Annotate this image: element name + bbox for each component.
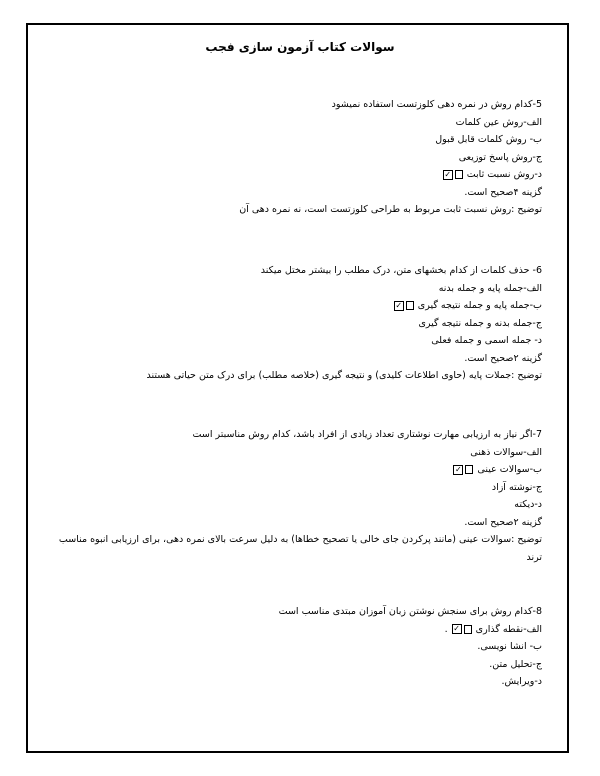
checkbox-checked-icon: ✓ [453,624,460,633]
option: د-ویرایش. [501,676,542,687]
answer: گزینه ۲صحیح است. [464,352,542,364]
option: الف-جمله پایه و جمله بدنه [438,282,542,294]
question-5 [54,96,542,219]
checkbox-checked-icon: ✓ [455,464,462,474]
option-correct: الف-نقطه گذاری ✓ . [444,623,542,635]
option-label: ب-سوالات عینی [477,464,542,475]
empty-box-icon [455,170,463,179]
explanation: توضیح :جملات پایه (حاوی اطلاعات کلیدی) و نتیجه گیری (خلاصه مطلب) برای درک متن حیاتی هستند [146,370,542,381]
checkbox-checked-icon: ✓ [395,300,403,310]
option: ب- انشا نویسی. [477,641,542,652]
option-label: د-روش نسبت ثابت [466,169,542,180]
option: ج-نوشته آزاد [491,481,542,493]
explanation: توضیح :سوالات عینی (مانند پرکردن جای خالی یا تصحیح خطاها) به دلیل سرعت بالای نمره دهی، برای ارزیابی انبوه مناسب ترند [58,534,542,563]
answer: گزینه ۴صحیح است. [464,186,542,198]
option: د-دیکته [514,499,542,510]
question-text: 7-اگر نیاز به ارزیابی مهارت نوشتاری تعداد زیادی از افراد باشد، کدام روش مناسبتر است [192,429,542,440]
option: ب- روش کلمات قابل قبول [435,134,542,145]
question-text: 8-کدام روش برای سنجش نوشتن زبان آموزان مبتدی مناسب است [278,606,542,617]
option-label: ب-جمله پایه و جمله نتیجه گیری [417,300,542,311]
empty-box-icon [406,301,414,310]
option-correct [54,297,542,315]
option: ج-تحلیل متن. [489,658,542,670]
option: ج-جمله بدنه و جمله نتیجه گیری [418,317,542,329]
question-7 [54,426,542,566]
question-6 [54,262,542,385]
explanation: توضیح :روش نسبت ثابت مربوط به طراحی کلوزتست است، نه نمره دهی آن [239,204,542,215]
empty-box-icon [465,465,473,474]
question-text: 6- حذف کلمات از کدام بخشهای متن، درک مطلب را بیشتر مختل میکند [260,265,542,276]
option-label: الف-نقطه گذاری [475,623,542,635]
option: الف-سوالات ذهنی [470,446,542,458]
question-text: 5-کدام روش در نمره دهی کلوزتست استفاده نمیشود [331,99,542,110]
empty-box-icon [464,625,472,634]
checkbox-checked-icon: ✓ [444,169,452,179]
option: د- جمله اسمی و جمله فعلی [431,335,542,346]
option: الف-روش عین کلمات [455,116,542,128]
page-title: سوالات کتاب آزمون سازی فجب [205,40,395,54]
option-correct [54,461,542,479]
option: ج-روش پاسخ توزیعی [458,151,542,163]
question-8 [54,603,542,691]
option-correct [54,166,542,184]
answer: گزینه ۲صحیح است. [464,516,542,528]
